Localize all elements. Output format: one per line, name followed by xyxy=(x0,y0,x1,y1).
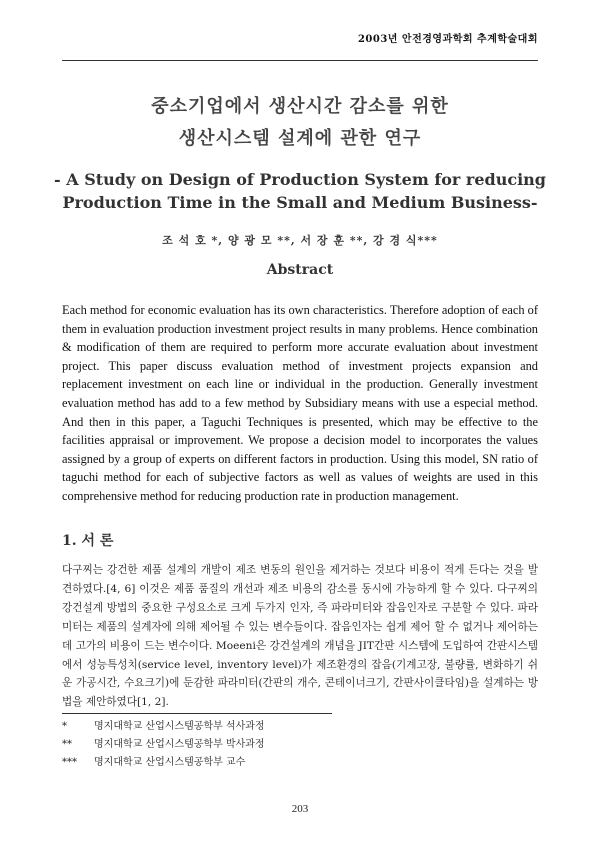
footnote-mark: * xyxy=(62,721,67,732)
footnote-rule xyxy=(62,713,332,714)
conference-header: 2003년 안전경영과학회 추계학술대회 xyxy=(357,34,538,45)
footnote xyxy=(62,718,538,736)
english-title-line-1: - A Study on Design of Production System for reducing xyxy=(54,170,546,189)
introduction-text: 다구찌는 강건한 제품 설계의 개발이 제조 변동의 원인을 제거하는 것보다 비용이 적게 든다는 것을 발견하였다.[4, 6] 이것은 제품 품질의 개선과 제조 비용의 감소를 동시에 가능하게 할 수 있다. 다구찌의 강건설계 방법의 중요한 구성요소로 크게 두가지 인자, 즉 파라미터와 잡음인자로 구분할 수 있다. 파라미터는 제품의 설계자에 의해 제어될 수 있는 변수들이다. 잡음인자는 쉽게 제어 할 수 없거나 제어하는데 고가의 비용이 드는 변수이다. Moeeni은 강건설계의 개념을 JIT간판 시스템에 도입하여 간판시스템에서 성능특성치(service level, inventory level)가 제조환경의 잡음(기계고장, 불량률, 변화하기 쉬운 가공시간, 수요크기)에 둔감한 파라미터(간판의 개수, 콘테이너크기, 간판사이클타임)을 설계하는 방법을 제안하였다[1, 2]. xyxy=(62,564,538,709)
section-heading-introduction: 1. 서 론 xyxy=(62,533,114,549)
footnote-text: 명지대학교 산업시스템공학부 교수 xyxy=(94,757,246,768)
header-rule xyxy=(62,60,538,61)
author-list: 조 석 호 *, 양 광 모 **, 서 장 훈 **, 강 경 식*** xyxy=(162,234,438,247)
korean-title-line-1: 중소기업에서 생산시간 감소를 위한 xyxy=(151,96,449,117)
footnotes xyxy=(62,718,538,772)
page-number: 203 xyxy=(291,803,309,815)
footnote-text: 명지대학교 산업시스템공학부 박사과정 xyxy=(94,739,265,750)
english-title-line-2: Production Time in the Small and Medium Business- xyxy=(62,193,538,212)
footnote-mark: *** xyxy=(62,757,77,768)
abstract-text: Each method for economic evaluation has its own characteristics. Therefore adoption of each of them in evaluation production investment project results in many problems. Hence combination & modification of them are required to perform more accurate evaluation about investment project. This paper discuss evaluation method of investment projects expansion and replacement investment on each line or individual in the production. Generally investment evaluation method has add to a few method by Subsidiary means with use a especial method. And then in this paper, a Taguchi Techniques is presented, which may be effective to the facilities appraisal or improvement. We propose a decision model to incorporates the values assigned by a group of experts on different factors in production. Using this model, SN ratio of taguchi method for each of subjective factors as well as values of weights are used in this comprehensive method for reducing production rate in production management. xyxy=(62,303,538,503)
footnote xyxy=(62,736,538,754)
footnote-mark: ** xyxy=(62,739,72,750)
footnote xyxy=(62,754,538,772)
footnote-text: 명지대학교 산업시스템공학부 석사과정 xyxy=(94,721,265,732)
abstract-heading: Abstract xyxy=(266,262,334,278)
korean-title-line-2: 생산시스템 설계에 관한 연구 xyxy=(178,128,422,149)
